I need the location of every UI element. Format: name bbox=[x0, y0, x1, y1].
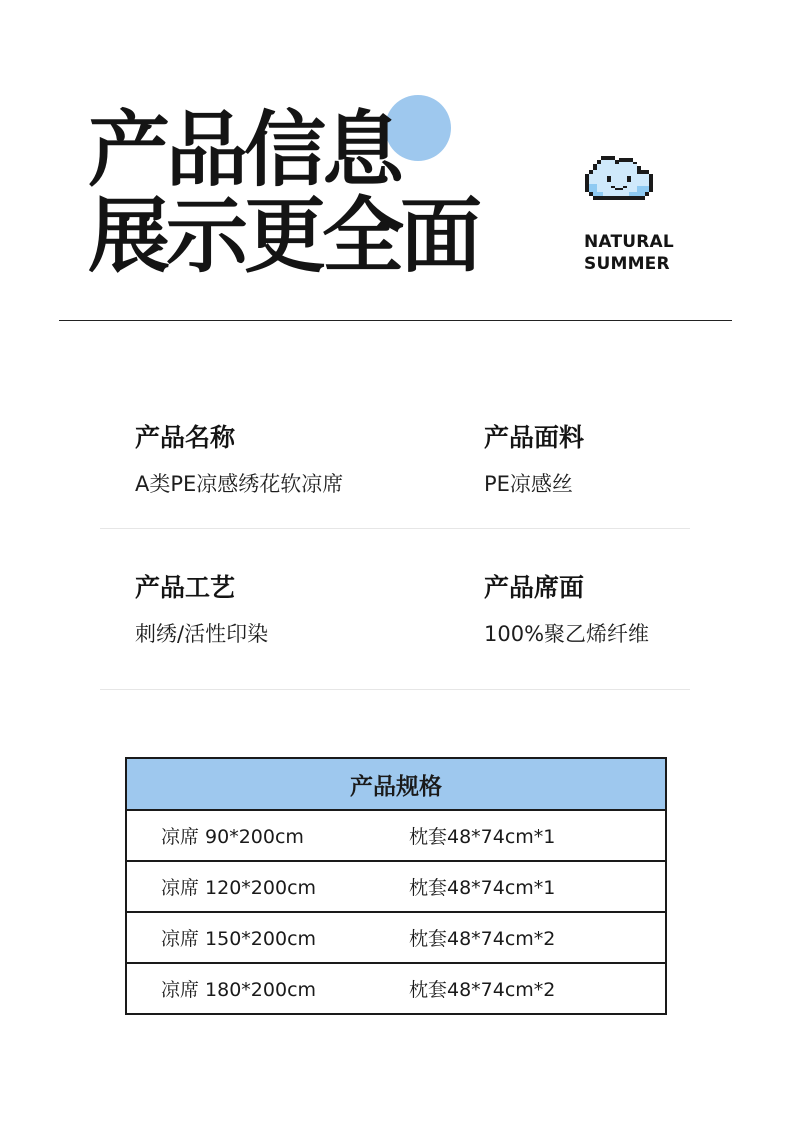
brand-line2: SUMMER bbox=[584, 254, 670, 274]
info-label-surface: 产品席面 bbox=[484, 573, 585, 602]
brand-line1: NATURAL bbox=[584, 232, 674, 252]
info-row-divider bbox=[100, 689, 690, 690]
spec-table bbox=[125, 757, 667, 1015]
spec-size-cell: 凉席 90*200cm bbox=[161, 826, 304, 848]
spec-pillow-cell: 枕套48*74cm*2 bbox=[409, 979, 556, 1001]
info-label-craft: 产品工艺 bbox=[135, 573, 236, 602]
table-row bbox=[127, 913, 665, 964]
hero-title-line1: 产品信息 bbox=[88, 103, 401, 198]
table-row bbox=[127, 811, 665, 862]
spec-table-title: 产品规格 bbox=[127, 759, 665, 811]
spec-pillow-cell: 枕套48*74cm*1 bbox=[409, 826, 556, 848]
info-label-fabric: 产品面料 bbox=[484, 423, 585, 452]
spec-pillow-cell: 枕套48*74cm*2 bbox=[409, 928, 556, 950]
header-divider bbox=[59, 320, 732, 321]
info-value-surface: 100%聚乙烯纤维 bbox=[484, 622, 650, 646]
info-row-divider bbox=[100, 528, 690, 529]
spec-size-cell: 凉席 150*200cm bbox=[161, 928, 317, 950]
info-value-fabric: PE凉感丝 bbox=[484, 472, 573, 496]
spec-pillow-cell: 枕套48*74cm*1 bbox=[409, 877, 556, 899]
hero-title-line2: 展示更全面 bbox=[88, 189, 479, 284]
spec-size-cell: 凉席 120*200cm bbox=[161, 877, 317, 899]
brand-wordmark bbox=[584, 231, 674, 275]
spec-size-cell: 凉席 180*200cm bbox=[161, 979, 317, 1001]
info-value-name: A类PE凉感绣花软凉席 bbox=[135, 472, 344, 496]
table-row bbox=[127, 964, 665, 1013]
info-value-craft: 刺绣/活性印染 bbox=[135, 622, 269, 646]
info-label-name: 产品名称 bbox=[135, 423, 236, 452]
table-row bbox=[127, 862, 665, 913]
pixel-cloud-icon bbox=[583, 154, 657, 206]
